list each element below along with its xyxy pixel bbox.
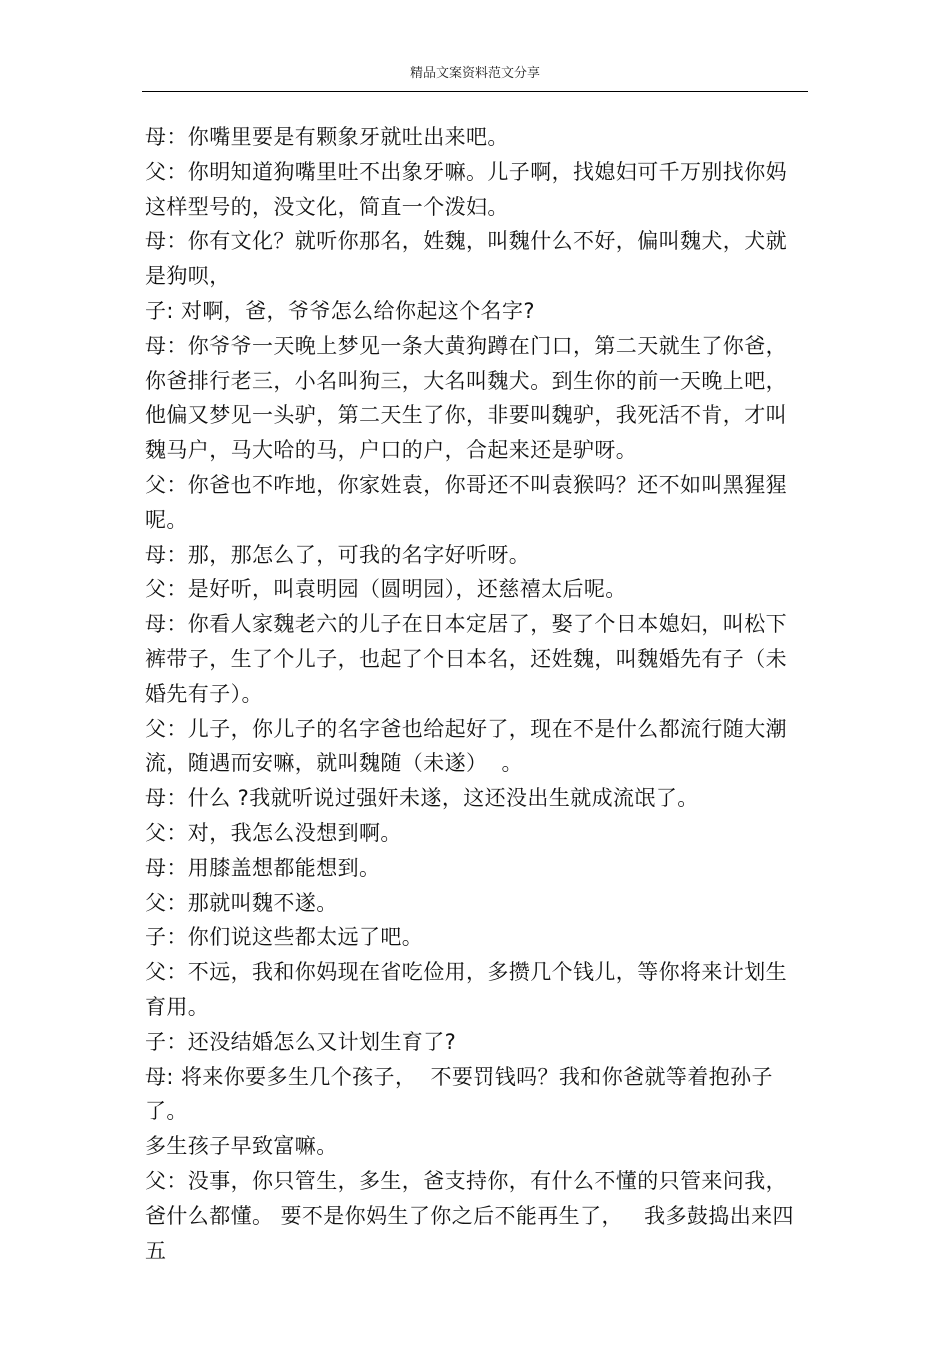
text-line: 是狗呗， [145, 264, 231, 289]
text-line: 子: 对啊，爸，爷爷怎么给你起这个名字? [145, 298, 535, 323]
text-line: 多生孩子早致富嘛。 [145, 1134, 338, 1159]
text-line: 父：那就叫魏不遂。 [145, 890, 338, 915]
text-line: 子：还没结婚怎么又计划生育了? [145, 1029, 457, 1054]
text-line: 母：你嘴里要是有颗象牙就吐出来吧。 [145, 125, 509, 149]
text-line: 母：什么 ?我就听说过强奸未遂，这还没出生就成流氓了。 [145, 786, 699, 811]
header-divider [142, 91, 808, 92]
text-line: 婚先有子）。 [145, 681, 263, 706]
text-line: 呢。 [145, 507, 188, 532]
text-line: 流，随遇而安嘛，就叫魏随（未遂） 。 [145, 751, 523, 776]
text-line: 你爸排行老三，小名叫狗三，大名叫魏犬。到生你的前一天晚上吧， [145, 368, 787, 393]
text-line: 父：你爸也不咋地，你家姓袁，你哥还不叫袁猴吗？还不如叫黑猩猩 [145, 472, 787, 497]
text-line: 裤带子，生了个儿子，也起了个日本名，还姓魏，叫魏婚先有子（未 [145, 646, 787, 671]
text-line: 魏马户，马大哈的马，户口的户，合起来还是驴呀。 [145, 438, 638, 463]
text-line: 育用。 [145, 994, 210, 1019]
text-line: 子：你们说这些都太远了吧。 [145, 925, 424, 950]
text-line: 父：对，我怎么没想到啊。 [145, 820, 402, 845]
text-line: 父：是好听，叫袁明园（圆明园），还慈禧太后呢。 [145, 577, 627, 602]
text-line: 父：没事，你只管生，多生，爸支持你，有什么不懂的只管来问我， [145, 1168, 787, 1193]
text-line: 母：你有文化？就听你那名，姓魏，叫魏什么不好，偏叫魏犬，犬就 [145, 229, 787, 254]
page-header-title: 精品文案资料范文分享 [409, 66, 540, 81]
dialogue-body [145, 120, 805, 1268]
text-line: 父：儿子，你儿子的名字爸也给起好了，现在不是什么都流行随大潮 [145, 716, 787, 741]
text-line: 母：用膝盖想都能想到。 [145, 855, 381, 880]
text-line: 母：你爷爷一天晚上梦见一条大黄狗蹲在门口，第二天就生了你爸， [145, 333, 787, 358]
text-line: 爸什么都懂。 要不是你妈生了你之后不能再生了， 我多鼓捣出来四五 [145, 1203, 794, 1263]
text-line: 父：不远，我和你妈现在省吃俭用，多攒几个钱儿，等你将来计划生 [145, 960, 787, 985]
text-line: 他偏又梦见一头驴，第二天生了你，非要叫魏驴，我死活不肯，才叫 [145, 403, 787, 428]
text-line: 母: 将来你要多生几个孩子， 不要罚钱吗？我和你爸就等着抱孙子了。 [145, 1064, 773, 1124]
text-line: 这样型号的，没文化，简直一个泼妇。 [145, 194, 509, 219]
text-line: 母：你看人家魏老六的儿子在日本定居了，娶了个日本媳妇，叫松下 [145, 612, 787, 637]
text-line: 父：你明知道狗嘴里吐不出象牙嘛。儿子啊，找媳妇可千万别找你妈 [145, 159, 787, 184]
text-line: 母：那，那怎么了，可我的名字好听呀。 [145, 542, 531, 567]
